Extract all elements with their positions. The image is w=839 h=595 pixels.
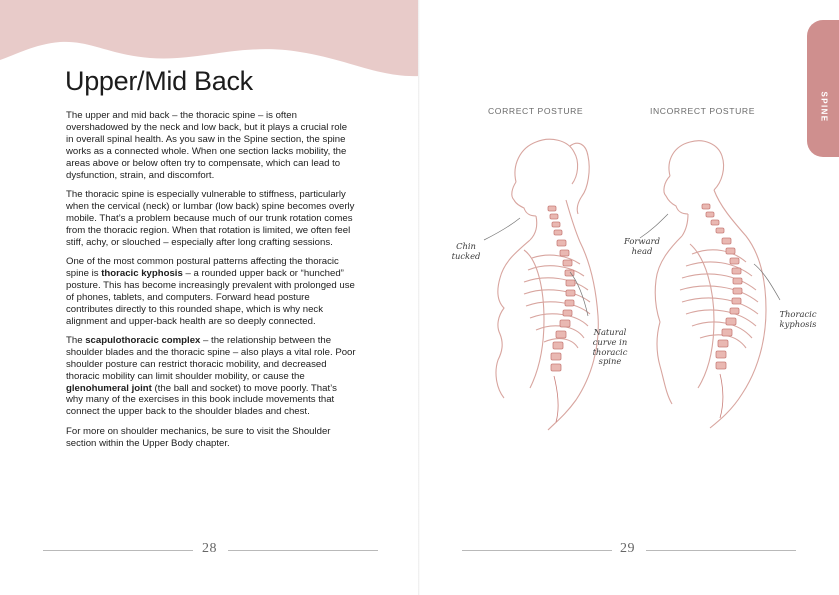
paragraph <box>66 256 356 327</box>
term-scapulothoracic-complex: scapulothoracic complex <box>85 334 201 346</box>
paragraph: The thoracic spine is especially vulnerable to stiffness, particularly when the cervical (neck) or lumbar (low back) spine becomes overly mobile. That’s a problem because much of our trunk rotation comes from the thoracic region. When that rotation is limited, we often feel stiff, achy, or slouched – especially after long crafting sessions. <box>66 188 355 248</box>
paragraph: For more on shoulder mechanics, be sure to visit the Shoulder section within the Upper Body chapter. <box>66 425 331 449</box>
term-glenohumeral-joint: glenohumeral joint <box>66 382 152 394</box>
label-chin-tucked: Chin tucked <box>451 241 481 261</box>
paragraph-text: (the ball and socket) to move poorly. That’s why many of the exercises in this book include movements that connect the upper back to the shoulder blades and chest. <box>66 382 337 418</box>
correct-posture-figure <box>496 139 598 430</box>
section-tab-label: SPINE <box>819 91 829 123</box>
paragraph-text: One of the most common postural patterns affecting the thoracic spine is <box>66 255 339 279</box>
footer-rule <box>462 550 612 551</box>
label-forward-head: Forward head <box>624 236 660 256</box>
paragraph-text: – a rounded upper back or “hunched” posture. This has become increasingly prevalent with prolonged use of phones, tablets, and computers. Forward head posture contributes directly to this rounded shape, which is why neck alignment and upper-back health are so deeply connected. <box>66 267 355 327</box>
correct-posture-heading: CORRECT POSTURE <box>488 106 584 116</box>
paragraph-text: – the relationship between the shoulder blades and the thoracic spine – also plays a vital role. Poor shoulder posture can restrict thoracic mobility, and decreased thoracic mobility can limit shoulder mobility, or cause the <box>66 334 356 382</box>
right-page <box>420 0 839 595</box>
paragraph-text: The <box>66 334 86 346</box>
term-thoracic-kyphosis: thoracic kyphosis <box>101 267 183 279</box>
body-text <box>66 110 356 457</box>
incorrect-posture-heading: INCORRECT POSTURE <box>650 106 756 116</box>
label-natural-curve: Natural curve in thoracic spine <box>592 327 628 367</box>
footer-rule <box>43 550 193 551</box>
page-number: 28 <box>202 541 217 556</box>
paragraph <box>66 335 356 418</box>
posture-illustration <box>420 0 839 595</box>
page-number: 29 <box>620 541 635 556</box>
incorrect-posture-figure <box>655 141 766 428</box>
paragraph: The upper and mid back – the thoracic spine – is often overshadowed by the neck and low back, but it plays a crucial role in overall spinal health. As you saw in the Spine section, the spine works as a connected whole. When one section lacks mobility, the areas above or below often try to compensate, which can lead to dysfunction, strain, and discomfort. <box>66 110 348 181</box>
footer-rule <box>228 550 378 551</box>
footer-rule <box>646 550 796 551</box>
page-title: Upper/Mid Back <box>65 66 253 96</box>
label-thoracic-kyphosis: Thoracic kyphosis <box>779 309 817 329</box>
